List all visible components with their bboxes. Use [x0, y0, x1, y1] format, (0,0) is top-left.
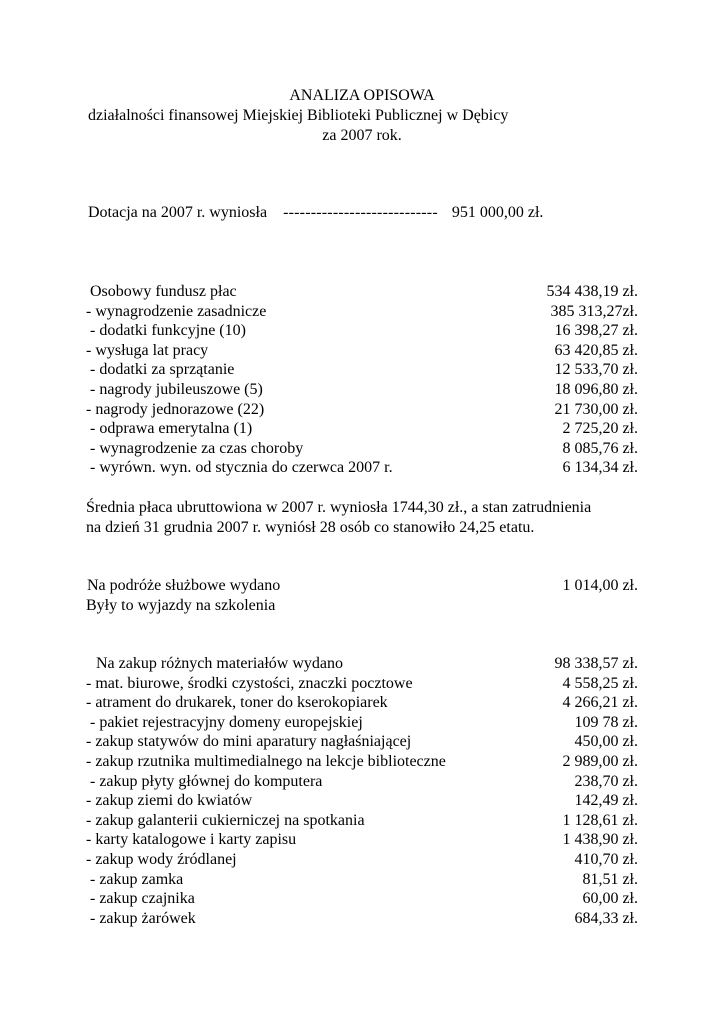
material-item-label: - zakup zamka [86, 870, 184, 888]
material-item-row [86, 889, 638, 909]
material-item-value: 450,00 zł. [574, 733, 638, 751]
material-item-value: 238,70 zł. [574, 772, 638, 790]
material-item-row [86, 870, 638, 890]
material-item-label: - zakup płyty głównej do komputera [86, 772, 323, 790]
material-item-label: - zakup żarówek [86, 909, 196, 927]
wage-item-label: - nagrody jednorazowe (22) [86, 400, 265, 418]
wage-item-value: 8 085,76 zł. [562, 439, 638, 457]
document-subtitle: działalności finansowej Miejskiej Biblioteki Publicznej w Dębicy [88, 107, 509, 124]
materials-section [86, 654, 638, 928]
travel-label: Na podróże służbowe wydano [87, 577, 281, 594]
wages-items-list [86, 302, 638, 478]
wage-item-label: - dodatki za sprzątanie [86, 361, 235, 379]
material-item-row [86, 674, 638, 694]
dotacja-dashes: ---------------------------- [283, 204, 438, 221]
wage-item-value: 385 313,27zł. [550, 302, 638, 320]
material-item-label: - pakiet rejestracyjny domeny europejskiej [86, 713, 363, 731]
dotacja-amount: 951 000,00 zł. [451, 204, 544, 221]
wages-heading-row [86, 282, 638, 302]
document-year: za 2007 rok. [322, 127, 402, 144]
material-item-value: 4 558,25 zł. [562, 674, 638, 692]
material-item-value: 1 128,61 zł. [562, 811, 638, 829]
travel-section [86, 576, 638, 615]
material-item-value: 81,51 zł. [582, 870, 638, 888]
travel-note: Były to wyjazdy na szkolenia [86, 596, 276, 614]
wage-item-row [86, 341, 638, 361]
material-item-row [86, 850, 638, 870]
document-title: ANALIZA OPISOWA [289, 87, 435, 104]
material-item-label: - zakup wody źródlanej [86, 850, 237, 868]
dotacja-line [88, 203, 543, 223]
wage-item-value: 63 420,85 zł. [554, 341, 638, 359]
wage-item-row [86, 400, 638, 420]
wage-item-row [86, 458, 638, 478]
wage-item-value: 16 398,27 zł. [554, 322, 638, 340]
dotacja-label: Dotacja na 2007 r. wyniosła [88, 204, 268, 221]
wage-item-label: - wynagrodzenie zasadnicze [86, 302, 267, 320]
wage-item-label: - wynagrodzenie za czas choroby [86, 439, 304, 457]
material-item-label: - atrament do drukarek, toner do kserokopiarek [86, 694, 388, 712]
wage-item-label: - wyrówn. wyn. od stycznia do czerwca 2007 r. [86, 459, 393, 477]
materials-heading-label: Na zakup różnych materiałów wydano [96, 655, 344, 672]
materials-items-list [86, 674, 638, 929]
wage-item-value: 18 096,80 zł. [554, 380, 638, 398]
materials-heading-row [86, 654, 638, 674]
travel-row [86, 576, 638, 596]
material-item-row [86, 830, 638, 850]
material-item-row [86, 791, 638, 811]
material-item-row [86, 772, 638, 792]
material-item-value: 4 266,21 zł. [562, 694, 638, 712]
material-item-value: 410,70 zł. [574, 850, 638, 868]
material-item-row [86, 909, 638, 929]
material-item-label: - zakup rzutnika multimedialnego na lekcje biblioteczne [86, 752, 446, 770]
wage-item-row [86, 360, 638, 380]
material-item-value: 142,49 zł. [574, 792, 638, 810]
travel-value: 1 014,00 zł. [562, 577, 638, 594]
wages-heading-value: 534 438,19 zł. [546, 283, 638, 300]
salary-note-line2: na dzień 31 grudnia 2007 r. wyniósł 28 osób co stanowiło 24,25 etatu. [86, 518, 535, 536]
material-item-value: 60,00 zł. [582, 890, 638, 908]
wages-section [86, 282, 638, 478]
materials-heading-value: 98 338,57 zł. [554, 655, 638, 672]
wage-item-value: 6 134,34 zł. [562, 459, 638, 477]
travel-note-row [86, 596, 638, 616]
material-item-row [86, 752, 638, 772]
wage-item-row [86, 419, 638, 439]
salary-note-line1: Średnia płaca ubruttowiona w 2007 r. wyniosła 1744,30 zł., a stan zatrudnienia [86, 499, 592, 516]
wage-item-label: - nagrody jubileuszowe (5) [86, 380, 263, 398]
material-item-value: 2 989,00 zł. [562, 752, 638, 770]
wage-item-label: - wysługa lat pracy [86, 341, 209, 359]
material-item-row [86, 713, 638, 733]
wages-heading-label: Osobowy fundusz płac [90, 283, 237, 300]
material-item-row [86, 811, 638, 831]
wage-item-row [86, 302, 638, 322]
material-item-label: - mat. biurowe, środki czystości, znaczki pocztowe [86, 674, 413, 692]
material-item-value: 1 438,90 zł. [562, 831, 638, 849]
wage-item-value: 2 725,20 zł. [562, 420, 638, 438]
wage-item-row [86, 321, 638, 341]
wage-item-label: - dodatki funkcyjne (10) [86, 322, 246, 340]
wage-item-row [86, 380, 638, 400]
material-item-label: - zakup statywów do mini aparatury nagłaśniającej [86, 733, 412, 751]
material-item-label: - zakup czajnika [86, 890, 195, 908]
material-item-row [86, 693, 638, 713]
wage-item-row [86, 439, 638, 459]
material-item-label: - karty katalogowe i karty zapisu [86, 831, 297, 849]
wage-item-label: - odprawa emerytalna (1) [86, 420, 253, 438]
material-item-label: - zakup galanterii cukierniczej na spotkania [86, 811, 365, 829]
wage-item-value: 12 533,70 zł. [554, 361, 638, 379]
material-item-row [86, 732, 638, 752]
material-item-value: 684,33 zł. [574, 909, 638, 927]
wage-item-value: 21 730,00 zł. [554, 400, 638, 418]
material-item-label: - zakup ziemi do kwiatów [86, 792, 253, 810]
material-item-value: 109 78 zł. [574, 713, 638, 731]
salary-note [86, 498, 646, 537]
